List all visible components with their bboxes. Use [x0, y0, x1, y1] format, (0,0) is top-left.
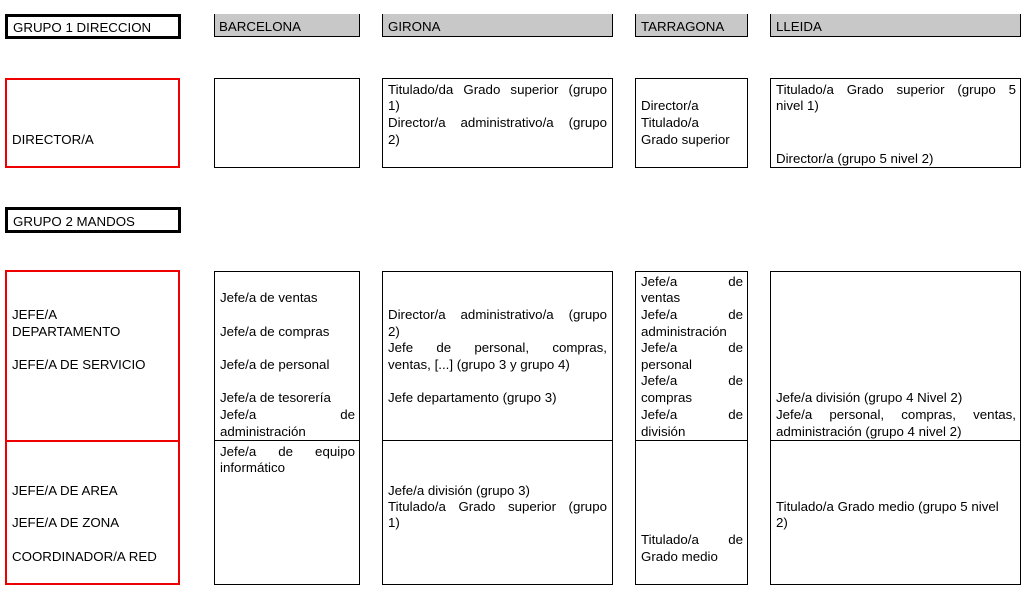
cell-line: Jefe/a de tesorería: [220, 390, 331, 405]
cell-director-girona: [382, 78, 613, 168]
cell-line: Titulado/a Grado superior (grupo 5: [776, 82, 1016, 97]
cell-line: Director/a (grupo 5 nivel 2): [776, 151, 934, 166]
cell-line: 2): [388, 132, 400, 147]
group-2-header: [5, 207, 181, 233]
cell-line: Jefe/a de: [641, 407, 743, 422]
cell-line: administración: [220, 424, 306, 439]
role-label: DIRECTOR/A: [12, 132, 94, 147]
cell-line: Jefe/a de ventas: [220, 290, 318, 305]
cell-area-barcelona: [214, 440, 360, 585]
cell-line: Jefe departamento (grupo 3): [388, 390, 557, 405]
cell-jefe-barcelona: [214, 271, 360, 441]
cell-line: Jefe/a división (grupo 4 Nivel 2): [776, 390, 963, 405]
cell-line: Director/a administrativo/a (grupo: [388, 115, 607, 130]
cell-line: Jefe/a de compras: [220, 324, 330, 339]
cell-jefe-lleida: [770, 271, 1021, 441]
city-header-lleida: [770, 14, 1021, 37]
cell-line: Grado superior: [641, 132, 730, 147]
cell-line: administración (grupo 4 nivel 2): [776, 424, 962, 439]
cell-line: ventas: [641, 290, 681, 305]
cell-line: informático: [220, 460, 286, 475]
role-label: JEFE/A DE SERVICIO: [12, 357, 146, 372]
cell-line: Titulado/a Grado medio (grupo 5 nivel: [776, 499, 999, 514]
cell-jefe-tarragona: [635, 271, 748, 441]
role-label: JEFE/A: [12, 307, 58, 322]
city-header-tarragona: [635, 14, 748, 37]
city-label: BARCELONA: [219, 19, 302, 34]
cell-line: 1): [388, 98, 400, 113]
role-cell-jefe-departamento: [5, 270, 180, 442]
cell-line: Jefe/a de: [641, 340, 743, 355]
cell-line: administración: [641, 324, 727, 339]
role-cell-director: [5, 78, 180, 168]
city-label: GIRONA: [388, 19, 441, 34]
cell-line: Jefe/a de personal: [220, 357, 330, 372]
cell-line: compras: [641, 390, 692, 405]
cell-line: Jefe/a división (grupo 3): [388, 483, 530, 498]
cell-jefe-girona: [382, 271, 613, 441]
cell-line: ventas, [...] (grupo 3 y grupo 4): [388, 357, 570, 372]
cell-line: 1): [388, 515, 400, 530]
cell-line: Jefe/a de: [641, 307, 743, 322]
role-label: JEFE/A DE ZONA: [12, 515, 120, 530]
group-2-label: GRUPO 2 MANDOS: [13, 214, 135, 229]
cell-line: Jefe/a de equipo: [220, 444, 355, 459]
group-1-header: [5, 14, 181, 39]
cell-line: Jefe/a de: [220, 407, 355, 422]
cell-line: división: [641, 424, 686, 439]
city-label: LLEIDA: [776, 19, 822, 34]
cell-line: Titulado/da Grado superior (grupo: [388, 82, 607, 97]
cell-director-barcelona: [214, 78, 360, 168]
cell-line: 2): [776, 515, 788, 530]
cell-line: Jefe de personal, compras,: [388, 340, 607, 355]
city-header-girona: [382, 14, 613, 37]
cell-director-lleida: [770, 78, 1021, 168]
cell-line: personal: [641, 357, 693, 372]
cell-area-tarragona: [635, 440, 748, 585]
cell-line: Jefe/a de: [641, 274, 743, 289]
cell-line: Titulado/a de: [641, 532, 743, 547]
cell-area-girona: [382, 440, 613, 585]
cell-line: nivel 1): [776, 98, 819, 113]
cell-area-lleida: [770, 440, 1021, 585]
role-label: DEPARTAMENTO: [12, 324, 121, 339]
city-header-barcelona: [214, 14, 360, 37]
cell-line: Jefe/a de: [641, 373, 743, 388]
cell-line: Titulado/a Grado superior (grupo: [388, 499, 607, 514]
cell-line: Grado medio: [641, 549, 718, 564]
cell-director-tarragona: [635, 78, 748, 168]
cell-line: 2): [388, 324, 400, 339]
role-cell-jefe-area: [5, 440, 180, 585]
cell-line: Director/a: [641, 98, 699, 113]
cell-line: Jefe/a personal, compras, ventas,: [776, 407, 1016, 422]
cell-line: Titulado/a: [641, 115, 699, 130]
role-label: COORDINADOR/A RED: [12, 549, 157, 564]
cell-line: Director/a administrativo/a (grupo: [388, 307, 607, 322]
role-label: JEFE/A DE AREA: [12, 483, 118, 498]
group-1-label: GRUPO 1 DIRECCION: [13, 20, 152, 35]
city-label: TARRAGONA: [641, 19, 725, 34]
